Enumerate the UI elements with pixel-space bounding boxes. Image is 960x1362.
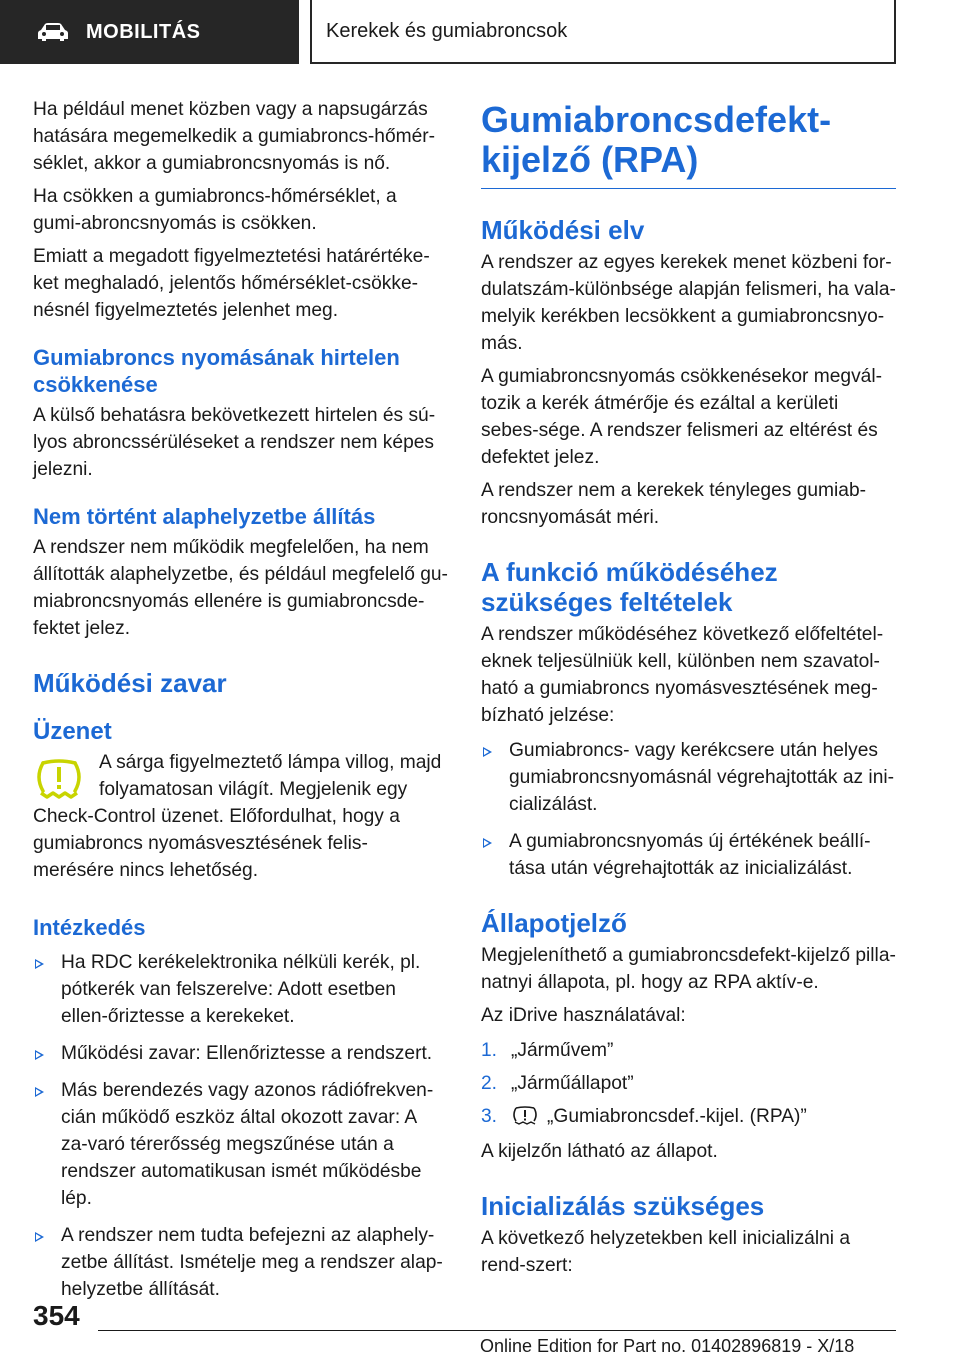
- idrive-steps: [481, 1037, 896, 1130]
- paragraph: Ha csökken a gumiabroncs-hőmérséklet, a gumi-abroncsnyomás is csökken.: [33, 186, 397, 234]
- paragraph: Emiatt a megadott figyelmeztetési határértéke-ket meghaladó, jelentős hőmérséklet-csökke-nésnél figyelmeztetés jelenhet meg.: [33, 246, 430, 321]
- heading-measures: Intézkedés: [33, 915, 146, 940]
- heading-requirements: A funkció működéséhez szükséges feltételek: [481, 557, 778, 617]
- heading-status: Állapotjelző: [481, 908, 627, 938]
- list-item: Más berendezés vagy azonos rádiófrekven-cián működő eszköz által okozott zavar: A za-varó térerősség megszűnése után a rendszer automatikusan ismét működésbe lép.: [33, 1077, 448, 1212]
- heading-principle: Működési elv: [481, 215, 645, 245]
- paragraph: A rendszer az egyes kerekek menet közbeni for-dulatszám-különbsége alapján felismeri, ha vala-melyik kerékben lecsökkent a gumiabroncsnyo-más.: [481, 252, 896, 354]
- paragraph: A rendszer működéséhez következő előfeltétel-eknek teljesülniük kell, különben nem szavatol-ható a gumiabroncs nyomásvesztésének meg-bízható jelzése:: [481, 624, 884, 726]
- section-tab: [0, 0, 299, 64]
- paragraph: Megjeleníthető a gumiabroncsdefekt-kijelző pilla-natnyi állapota, pl. hogy az RPA aktív-e.: [481, 945, 896, 993]
- footer-divider: [98, 1330, 896, 1331]
- right-column: [481, 100, 896, 1285]
- heading-malfunction: Működési zavar: [33, 668, 227, 698]
- edition-text: Online Edition for Part no. 01402896819 - X/18: [480, 1336, 855, 1356]
- heading-message: Üzenet: [33, 718, 112, 745]
- paragraph: A kijelzőn látható az állapot.: [481, 1141, 718, 1162]
- measures-list: [33, 949, 448, 1303]
- list-item: A rendszer nem tudta befejezni az alaphely-zetbe állítást. Ismételje meg a rendszer alap-helyzetbe állítását.: [33, 1222, 448, 1303]
- list-item: Gumiabroncs- vagy kerékcsere után helyes gumiabroncsnyomásnál végrehajtották az ini-cializálást.: [481, 737, 896, 818]
- triangle-bullet-icon: [35, 1087, 44, 1097]
- list-item: 3. „Gumiabroncsdef.-kijel. (RPA)”: [481, 1106, 807, 1127]
- heading-no-reset: Nem történt alaphelyzetbe állítás: [33, 504, 376, 529]
- triangle-bullet-icon: [483, 838, 492, 848]
- paragraph: Ha például menet közben vagy a napsugárzás hatására megemelkedik a gumiabroncs-hőmér-séklet, akkor a gumiabroncsnyomás is nő.: [33, 99, 436, 174]
- list-item: 1. „Járművem”: [481, 1040, 614, 1061]
- paragraph: Az iDrive használatával:: [481, 1005, 686, 1026]
- tire-pressure-icon: [511, 1105, 539, 1125]
- paragraph: A rendszer nem a kerekek tényleges gumiab-roncsnyomását méri.: [481, 480, 867, 528]
- chapter-title: Kerekek és gumiabroncsok: [310, 0, 896, 64]
- triangle-bullet-icon: [35, 1232, 44, 1242]
- triangle-bullet-icon: [35, 959, 44, 969]
- heading-init: Inicializálás szükséges: [481, 1191, 765, 1221]
- message-block: [33, 749, 448, 884]
- paragraph: A gumiabroncsnyomás csökkenésekor megvál-tozik a kerék átmérője és ezáltal a kerületi sebes-sége. A rendszer felismeri az eltérést és defektet jelez.: [481, 366, 882, 468]
- list-item: Működési zavar: Ellenőriztesse a rendszert.: [33, 1040, 448, 1067]
- list-item: 2. „Járműállapot”: [481, 1073, 634, 1094]
- page-title: Gumiabroncsdefekt-kijelző (RPA): [481, 100, 896, 189]
- triangle-bullet-icon: [35, 1050, 44, 1060]
- paragraph: A külső behatásra bekövetkezett hirtelen és sú-lyos abroncssérüléseket a rendszer nem képes jelezni.: [33, 405, 436, 480]
- paragraph: A következő helyzetekben kell inicializálni a rend-szert:: [481, 1228, 851, 1276]
- list-item: A gumiabroncsnyomás új értékének beállí-tása után végrehajtották az inicializálást.: [481, 828, 896, 882]
- page-number: 354: [33, 1300, 80, 1331]
- paragraph: A rendszer nem működik megfelelően, ha nem állították alaphelyzetbe, és például megfelelő gu-miabroncsnyomás ellenére is gumiabroncsde-fektet jelez.: [33, 537, 448, 639]
- tire-pressure-warning-icon: [33, 757, 85, 801]
- requirements-list: [481, 737, 896, 882]
- list-item: Ha RDC kerékelektronika nélküli kerék, pl. pótkerék van felszerelve: Adott esetben ellen-őriztesse a kerekeket.: [33, 949, 448, 1030]
- left-column: [33, 96, 448, 1313]
- heading-sudden-drop: Gumiabroncs nyomásának hirtelen csökkenése: [33, 345, 400, 397]
- triangle-bullet-icon: [483, 747, 492, 757]
- footer-edition: [480, 1336, 854, 1357]
- paragraph: A sárga figyelmeztető lámpa villog, majd folyamatosan világít. Megjelenik egy Check-Control üzenet. Előfordulhat, hogy a gumiabroncs nyomásvesztésének felis-merésére nincs lehetőség.: [33, 752, 442, 881]
- section-label: MOBILITÁS: [86, 20, 201, 43]
- car-icon: [36, 21, 70, 43]
- page-header: [0, 0, 960, 66]
